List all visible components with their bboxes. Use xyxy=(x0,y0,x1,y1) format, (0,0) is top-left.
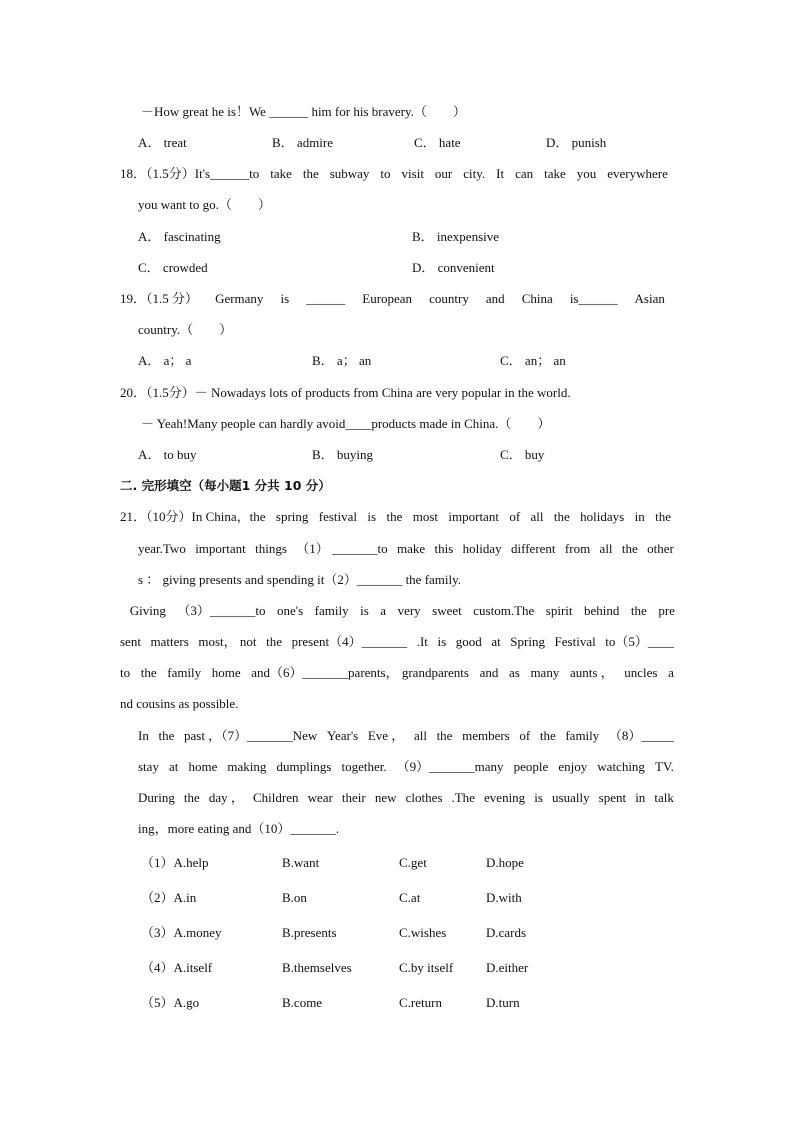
q19-stem-line1: 19．（1.5 分） Germany is ______ European country and China is______ Asian xyxy=(120,291,665,306)
q19-option-a[interactable]: A． a； a xyxy=(138,353,192,368)
q20-stem-line2: － Yeah!Many people can hardly avoid____products made in China.（ ） xyxy=(141,416,551,431)
q21-passage-line: During the day ， Children wear their new clothes .The evening is usually spent in talk xyxy=(138,790,674,805)
q17-stem-tail: －How great he is！We ______ him for his bravery.（ ） xyxy=(141,104,466,119)
q21-choice-2-a[interactable]: （2）A.in xyxy=(141,890,197,905)
q21-passage-line: stay at home making dumplings together. （9）_______many people enjoy watching TV. xyxy=(138,759,674,774)
q20-stem-line1: 20．（1.5分）－ Nowadays lots of products from China are very popular in the world. xyxy=(120,385,571,400)
q21-passage-line: sent matters most， not the present（4）_______ .It is good at Spring Festival to（5）____ xyxy=(120,634,674,649)
q21-choice-3-d[interactable]: D.cards xyxy=(486,925,527,940)
q21-choice-3-b[interactable]: B.presents xyxy=(282,925,337,940)
q21-choice-5-a[interactable]: （5）A.go xyxy=(141,995,200,1010)
q19-option-b[interactable]: B． a； an xyxy=(312,353,372,368)
q21-passage-line: 21．（10分）In China，the spring festival is the most important of all the holidays in the xyxy=(120,509,671,524)
q21-choice-1-b[interactable]: B.want xyxy=(282,855,320,870)
q20-option-b[interactable]: B． buying xyxy=(312,447,374,462)
q18-option-a[interactable]: A． fascinating xyxy=(138,229,221,244)
q21-choice-4-d[interactable]: D.either xyxy=(486,960,529,975)
q21-choice-1-c[interactable]: C.get xyxy=(399,855,427,870)
q17-option-c[interactable]: C． hate xyxy=(414,135,461,150)
q21-choice-1-d[interactable]: D.hope xyxy=(486,855,524,870)
q21-choice-2-d[interactable]: D.with xyxy=(486,890,522,905)
q21-choice-2-c[interactable]: C.at xyxy=(399,890,421,905)
q21-choice-4-a[interactable]: （4）A.itself xyxy=(141,960,213,975)
q21-choice-3-c[interactable]: C.wishes xyxy=(399,925,447,940)
q21-passage-line: Giving （3）_______to one's family is a very sweet custom.The spirit behind the pre xyxy=(120,603,675,618)
q19-option-c[interactable]: C． an； an xyxy=(500,353,566,368)
q18-stem-line1: 18．（1.5分）It's______to take the subway to visit our city. It can take you everywhere xyxy=(120,166,668,181)
q21-choice-2-b[interactable]: B.on xyxy=(282,890,307,905)
q18-option-d[interactable]: D． convenient xyxy=(412,260,495,275)
q21-choice-5-c[interactable]: C.return xyxy=(399,995,442,1010)
q21-passage-line: s ： giving presents and spending it（2）_______ the family. xyxy=(138,572,462,587)
q21-choice-1-a[interactable]: （1）A.help xyxy=(141,855,209,870)
q20-option-c[interactable]: C． buy xyxy=(500,447,545,462)
q17-option-a[interactable]: A． treat xyxy=(138,135,187,150)
q21-passage-line: nd cousins as possible. xyxy=(120,696,239,711)
section-heading: 二. 完形填空（每小题1 分共 10 分） xyxy=(120,478,331,493)
q17-option-d[interactable]: D． punish xyxy=(546,135,607,150)
q21-passage-line: In the past ，（7）_______New Year's Eve ， all the members of the family （8）_____ xyxy=(138,728,674,743)
q18-option-b[interactable]: B． inexpensive xyxy=(412,229,500,244)
q21-choice-5-b[interactable]: B.come xyxy=(282,995,323,1010)
q18-stem-line2: you want to go.（ ） xyxy=(138,197,271,212)
q21-passage-line: to the family home and（6）_______parents， grandparents and as many aunts ， uncles a xyxy=(120,665,674,680)
q21-choice-3-a[interactable]: （3）A.money xyxy=(141,925,222,940)
q20-option-a[interactable]: A． to buy xyxy=(138,447,197,462)
q21-choice-5-d[interactable]: D.turn xyxy=(486,995,520,1010)
q18-option-c[interactable]: C． crowded xyxy=(138,260,208,275)
q17-option-b[interactable]: B． admire xyxy=(272,135,334,150)
q21-choice-4-c[interactable]: C.by itself xyxy=(399,960,454,975)
q21-passage-line: ing，more eating and（10）_______. xyxy=(138,821,340,836)
q21-choice-4-b[interactable]: B.themselves xyxy=(282,960,352,975)
q19-stem-line2: country.（ ） xyxy=(138,322,233,337)
q21-passage-line: year.Two important things （1） _______to make this holiday different from all the other xyxy=(138,541,674,556)
